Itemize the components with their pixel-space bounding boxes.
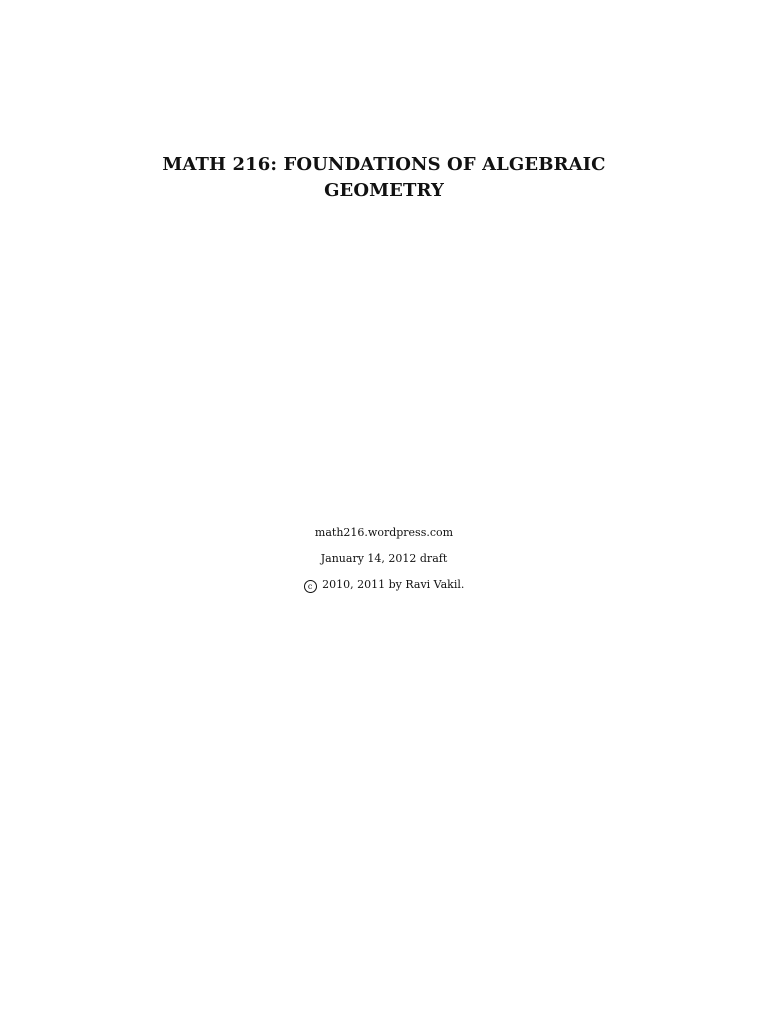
copyright-line: [0, 572, 768, 598]
title-line-1: MATH 216: FOUNDATIONS OF ALGEBRAIC: [162, 154, 606, 175]
copyright-icon: c: [304, 580, 317, 593]
document-meta: [0, 520, 768, 598]
document-title: [0, 152, 768, 204]
draft-date: January 14, 2012 draft: [320, 552, 448, 565]
title-line-2: GEOMETRY: [324, 180, 444, 201]
website-url: math216.wordpress.com: [314, 526, 454, 539]
copyright-text: 2010, 2011 by Ravi Vakil.: [322, 578, 465, 591]
